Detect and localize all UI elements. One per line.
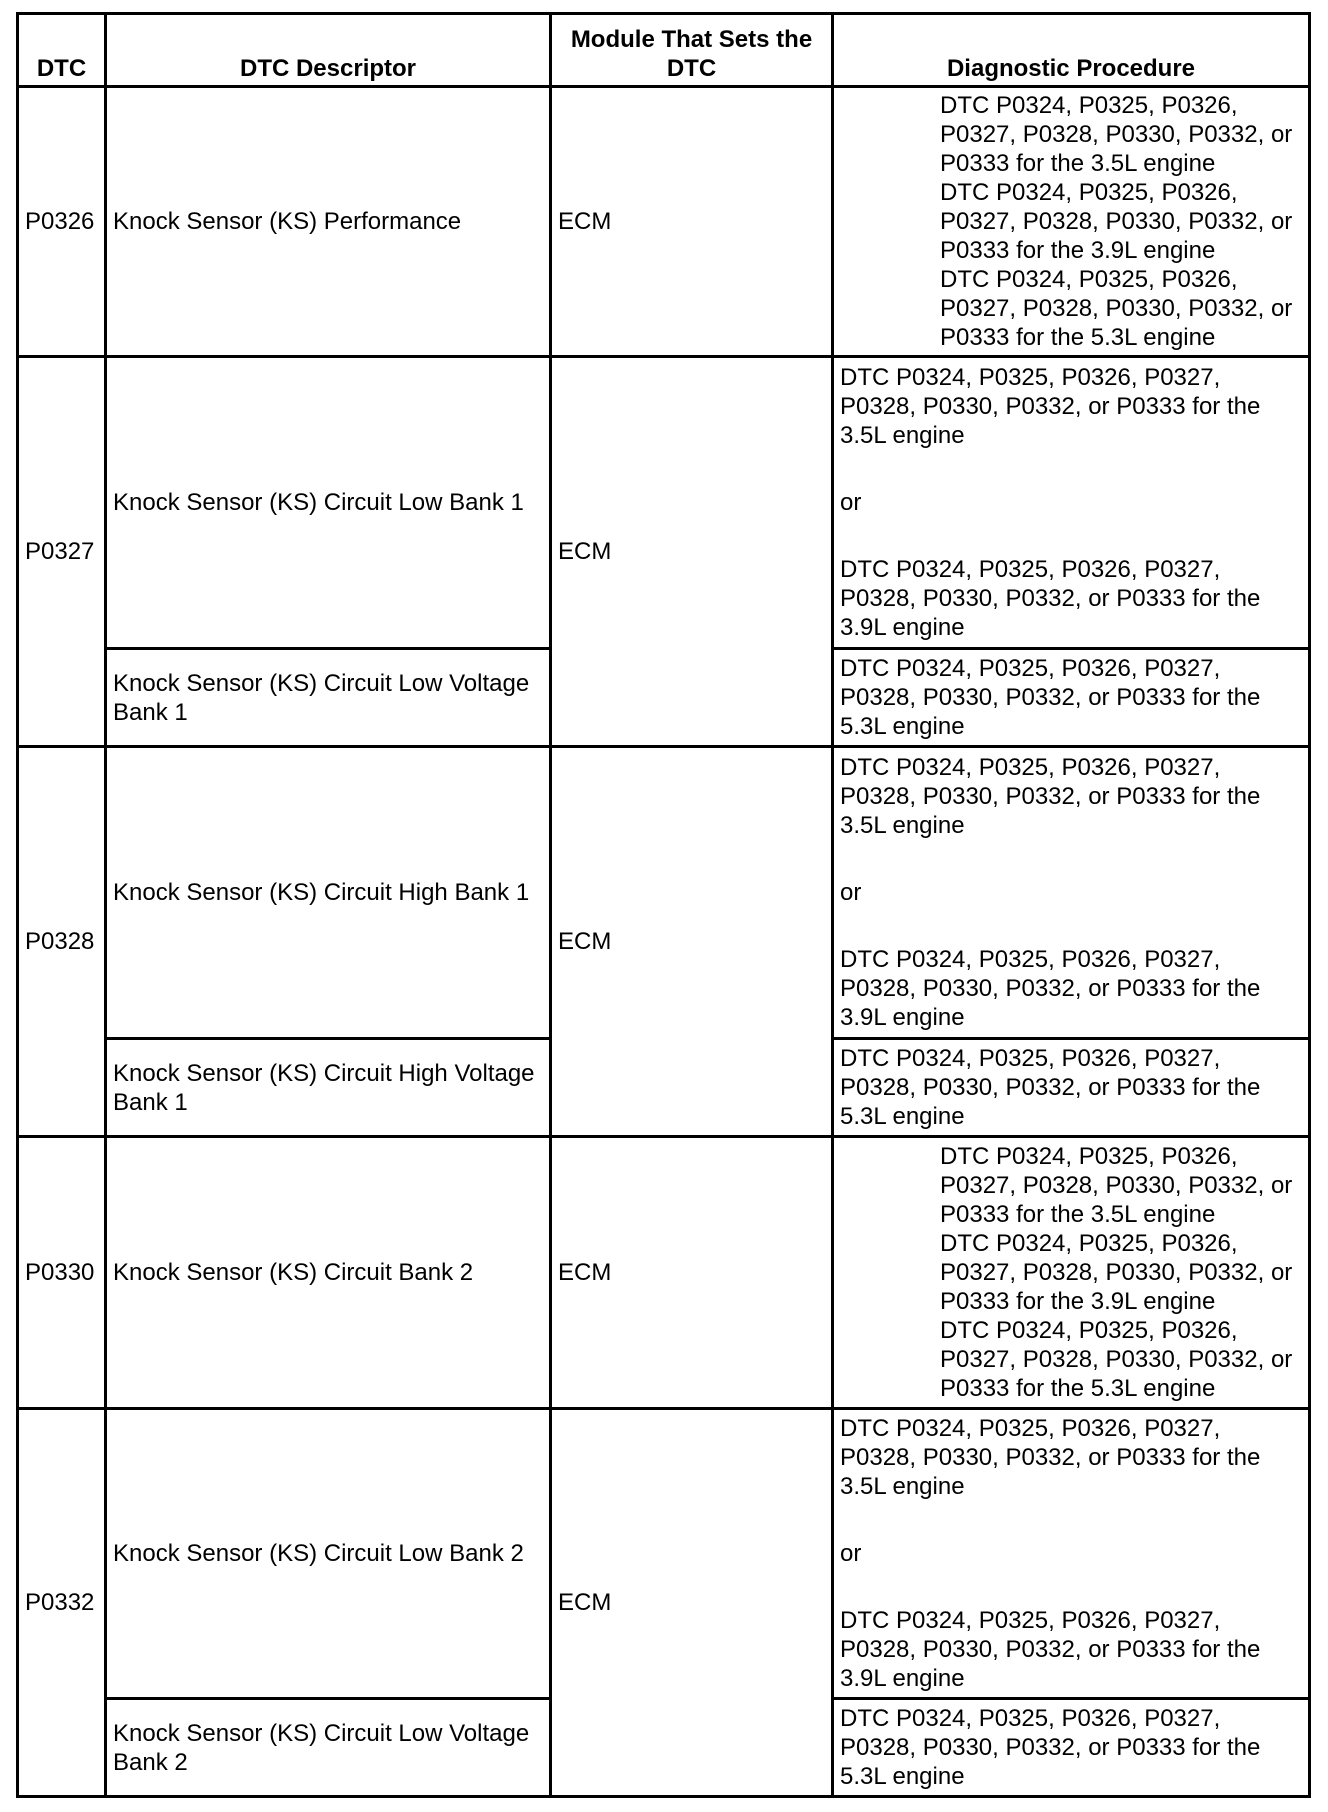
procedure-link[interactable]: DTC P0324, P0325, P0326, P0327, P0328, P0330, P0332, or P0333 for the 5.3L engine (840, 1705, 1261, 1790)
diagnostic-procedure (833, 1137, 1310, 1409)
dtc-descriptor: Knock Sensor (KS) Circuit Low Bank 2 (106, 1409, 551, 1699)
dtc-descriptor: Knock Sensor (KS) Circuit High Voltage Bank 1 (106, 1039, 551, 1137)
procedure-link[interactable]: DTC P0324, P0325, P0326, P0327, P0328, P0330, P0332, or P0333 for the 3.9L engine (940, 1230, 1293, 1315)
dtc-descriptor: Knock Sensor (KS) Circuit High Bank 1 (106, 747, 551, 1039)
procedure-link[interactable]: DTC P0324, P0325, P0326, P0327, P0328, P0330, P0332, or P0333 for the 3.9L engine (840, 556, 1261, 641)
or-text: or (840, 1540, 862, 1567)
module-cell: ECM (551, 87, 833, 357)
dtc-descriptor: Knock Sensor (KS) Circuit Low Voltage Bank 1 (106, 649, 551, 747)
procedure-link[interactable]: DTC P0324, P0325, P0326, P0327, P0328, P0330, P0332, or P0333 for the 3.9L engine (940, 179, 1293, 264)
dtc-code: P0328 (18, 747, 106, 1137)
procedure-link[interactable]: DTC P0324, P0325, P0326, P0327, P0328, P0330, P0332, or P0333 for the 3.5L engine (940, 1143, 1293, 1228)
diagnostic-procedure (833, 357, 1310, 649)
table-row (18, 747, 1310, 1039)
table-row (18, 1137, 1310, 1409)
diagnostic-procedure (833, 1409, 1310, 1699)
procedure-link[interactable]: DTC P0324, P0325, P0326, P0327, P0328, P0330, P0332, or P0333 for the 3.5L engine (840, 754, 1261, 839)
dtc-code: P0330 (18, 1137, 106, 1409)
table-row (18, 87, 1310, 357)
dtc-descriptor: Knock Sensor (KS) Circuit Bank 2 (106, 1137, 551, 1409)
diagnostic-procedure (833, 1699, 1310, 1797)
header-row (18, 14, 1310, 87)
dtc-descriptor: Knock Sensor (KS) Circuit Low Bank 1 (106, 357, 551, 649)
diagnostic-procedure (833, 747, 1310, 1039)
diagnostic-procedure (833, 1039, 1310, 1137)
dtc-descriptor: Knock Sensor (KS) Circuit Low Voltage Bank 2 (106, 1699, 551, 1797)
or-text: or (840, 879, 862, 906)
dtc-descriptor: Knock Sensor (KS) Performance (106, 87, 551, 357)
dtc-code: P0326 (18, 87, 106, 357)
module-cell: ECM (551, 357, 833, 747)
procedure-link[interactable]: DTC P0324, P0325, P0326, P0327, P0328, P0330, P0332, or P0333 for the 3.5L engine (840, 364, 1261, 449)
module-cell: ECM (551, 1409, 833, 1797)
procedure-link[interactable]: DTC P0324, P0325, P0326, P0327, P0328, P0330, P0332, or P0333 for the 3.9L engine (840, 1607, 1261, 1692)
header-procedure: Diagnostic Procedure (833, 14, 1310, 87)
or-text: or (840, 489, 862, 516)
procedure-link[interactable]: DTC P0324, P0325, P0326, P0327, P0328, P0330, P0332, or P0333 for the 3.9L engine (840, 946, 1261, 1031)
procedure-link[interactable]: DTC P0324, P0325, P0326, P0327, P0328, P0330, P0332, or P0333 for the 5.3L engine (940, 1317, 1293, 1402)
procedure-link[interactable]: DTC P0324, P0325, P0326, P0327, P0328, P0330, P0332, or P0333 for the 5.3L engine (940, 266, 1293, 351)
procedure-link[interactable]: DTC P0324, P0325, P0326, P0327, P0328, P0330, P0332, or P0333 for the 5.3L engine (840, 655, 1261, 740)
diagnostic-procedure (833, 87, 1310, 357)
procedure-link[interactable]: DTC P0324, P0325, P0326, P0327, P0328, P0330, P0332, or P0333 for the 3.5L engine (940, 92, 1293, 177)
table-row (18, 357, 1310, 649)
procedure-link[interactable]: DTC P0324, P0325, P0326, P0327, P0328, P0330, P0332, or P0333 for the 3.5L engine (840, 1415, 1261, 1500)
header-module: Module That Sets the DTC (551, 14, 833, 87)
dtc-table (16, 12, 1311, 1798)
header-descriptor: DTC Descriptor (106, 14, 551, 87)
procedure-link[interactable]: DTC P0324, P0325, P0326, P0327, P0328, P0330, P0332, or P0333 for the 5.3L engine (840, 1045, 1261, 1130)
diagnostic-procedure (833, 649, 1310, 747)
module-cell: ECM (551, 1137, 833, 1409)
dtc-code: P0332 (18, 1409, 106, 1797)
module-cell: ECM (551, 747, 833, 1137)
table-row (18, 1409, 1310, 1699)
header-dtc: DTC (18, 14, 106, 87)
dtc-code: P0327 (18, 357, 106, 747)
